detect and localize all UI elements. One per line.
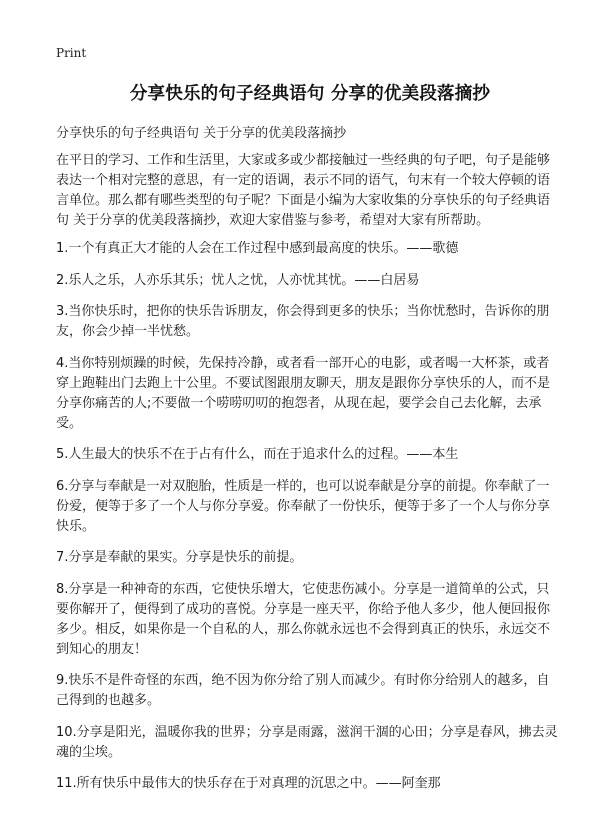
list-item: 2.乐人之乐，人亦乐其乐；忧人之忧，人亦忧其忧。——白居易 — [56, 272, 420, 288]
intro-paragraph: 在平日的学习、工作和生活里，大家或多或少都接触过一些经典的句子吧，句子是能够表达一个相对完整的意思，有一定的语调，表示不同的语气，句末有一个较大停顿的语言单位。那么都有哪些类型的句子呢？下面是小编为大家收集的分享快乐的句子经典语句 关于分享的优美段落摘抄，欢迎大家借鉴与参考，希望对大家有所帮助。 — [56, 153, 551, 228]
list-item: 7.分享是奉献的果实。分享是快乐的前提。 — [56, 550, 303, 565]
document-subtitle: 分享快乐的句子经典语句 关于分享的优美段落摘抄 — [56, 126, 347, 141]
list-item: 5.人生最大的快乐不在于占有什么，而在于追求什么的过程。——本生 — [56, 447, 459, 462]
list-item: 11.所有快乐中最伟大的快乐存在于对真理的沉思之中。——阿奎那 — [56, 776, 441, 791]
list-item: 3.当你快乐时，把你的快乐告诉朋友，你会得到更多的快乐；当你忧愁时，告诉你的朋友，你会少掉一半忧愁。 — [56, 304, 550, 339]
list-item: 1.一个有真正大才能的人会在工作过程中感到最高度的快乐。——歌德 — [56, 241, 459, 256]
list-item: 9.快乐不是件奇怪的东西，绝不因为你分给了别人而减少。有时你分给别人的越多，自己得到的也越多。 — [56, 673, 550, 708]
document-body — [56, 151, 561, 806]
list-item: 4.当你特别烦躁的时候，先保持冷静，或者看一部开心的电影，或者喝一大杯茶，或者穿上跑鞋出门去跑上十公里。不要试图跟朋友聊天，朋友是跟你分享快乐的人，而不是分享你痛苦的人;不要做一个唠唠叨叨的抱怨者，从现在起，要学会自己去化解，去承受。 — [56, 355, 551, 431]
print-label: Print — [56, 46, 87, 60]
document-title: 分享快乐的句子经典语句 分享的优美段落摘抄 — [129, 84, 491, 104]
list-item: 6.分享与奉献是一对双胞胎，性质是一样的，也可以说奉献是分享的前提。你奉献了一份爱，便等于多了一个人与你分享爱。你奉献了一份快乐，便等于多了一个人与你分享快乐。 — [56, 478, 551, 534]
list-item: 8.分享是一种神奇的东西，它使快乐增大，它使悲伤减小。分享是一道简单的公式，只要你解开了，便得到了成功的喜悦。分享是一座天平，你给予他人多少，他人便回报你多少。相反，如果你是一个自私的人，那么你就永远也不会得到真正的快乐，永远交不到知心的朋友！ — [56, 581, 551, 657]
list-item: 10.分享是阳光，温暖你我的世界；分享是雨露，滋润干涸的心田；分享是春风，拂去灵魂的尘埃。 — [56, 724, 558, 760]
